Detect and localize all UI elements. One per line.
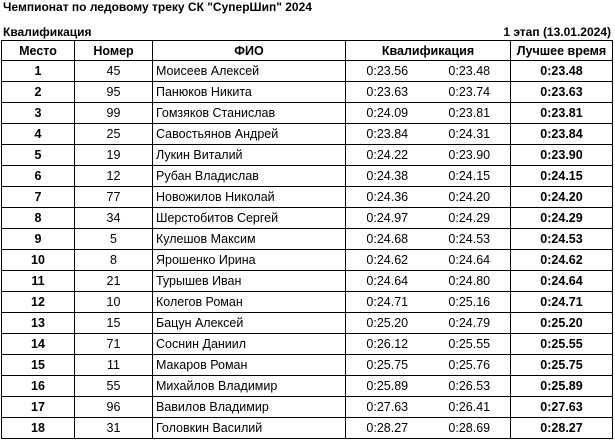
place-cell: 18 bbox=[2, 418, 75, 439]
qualification-time-2-cell: 0:23.81 bbox=[429, 103, 511, 124]
name-cell: Новожилов Николай bbox=[153, 187, 346, 208]
qualification-time-1-cell: 0:24.22 bbox=[346, 145, 429, 166]
name-cell: Кулешов Максим bbox=[153, 229, 346, 250]
qualification-time-1-cell: 0:24.68 bbox=[346, 229, 429, 250]
best-time-cell: 0:25.20 bbox=[511, 313, 613, 334]
best-time-cell: 0:24.71 bbox=[511, 292, 613, 313]
name-cell: Турышев Иван bbox=[153, 271, 346, 292]
page-title: Чемпионат по ледовому треку СК "СуперШип" 2024 bbox=[3, 0, 312, 14]
best-time-cell: 0:25.55 bbox=[511, 334, 613, 355]
qualification-time-2-cell: 0:25.55 bbox=[429, 334, 511, 355]
table-row bbox=[2, 376, 613, 397]
qualification-time-2-cell: 0:25.76 bbox=[429, 355, 511, 376]
best-time-cell: 0:28.27 bbox=[511, 418, 613, 439]
name-cell: Шерстобитов Сергей bbox=[153, 208, 346, 229]
table-row bbox=[2, 82, 613, 103]
number-cell: 15 bbox=[75, 313, 153, 334]
number-cell: 5 bbox=[75, 229, 153, 250]
table-row bbox=[2, 271, 613, 292]
place-cell: 8 bbox=[2, 208, 75, 229]
qualification-time-1-cell: 0:24.97 bbox=[346, 208, 429, 229]
table-row bbox=[2, 124, 613, 145]
best-time-cell: 0:23.81 bbox=[511, 103, 613, 124]
name-cell: Моисеев Алексей bbox=[153, 61, 346, 82]
name-cell: Вавилов Владимир bbox=[153, 397, 346, 418]
best-time-cell: 0:24.64 bbox=[511, 271, 613, 292]
qualification-time-2-cell: 0:24.80 bbox=[429, 271, 511, 292]
results-table bbox=[1, 40, 613, 439]
number-cell: 31 bbox=[75, 418, 153, 439]
qualification-time-1-cell: 0:25.20 bbox=[346, 313, 429, 334]
table-row bbox=[2, 334, 613, 355]
table-row bbox=[2, 145, 613, 166]
name-cell: Головкин Василий bbox=[153, 418, 346, 439]
qualification-time-1-cell: 0:24.71 bbox=[346, 292, 429, 313]
table-row bbox=[2, 61, 613, 82]
best-time-cell: 0:23.84 bbox=[511, 124, 613, 145]
name-cell: Савостьянов Андрей bbox=[153, 124, 346, 145]
name-cell: Михайлов Владимир bbox=[153, 376, 346, 397]
best-time-cell: 0:23.48 bbox=[511, 61, 613, 82]
qualification-time-2-cell: 0:24.15 bbox=[429, 166, 511, 187]
number-cell: 8 bbox=[75, 250, 153, 271]
number-cell: 96 bbox=[75, 397, 153, 418]
name-cell: Лукин Виталий bbox=[153, 145, 346, 166]
qualification-time-2-cell: 0:26.53 bbox=[429, 376, 511, 397]
best-time-cell: 0:25.89 bbox=[511, 376, 613, 397]
table-row bbox=[2, 397, 613, 418]
place-cell: 4 bbox=[2, 124, 75, 145]
place-cell: 12 bbox=[2, 292, 75, 313]
best-time-cell: 0:24.29 bbox=[511, 208, 613, 229]
qualification-time-2-cell: 0:26.41 bbox=[429, 397, 511, 418]
qualification-time-1-cell: 0:23.63 bbox=[346, 82, 429, 103]
qualification-time-1-cell: 0:25.89 bbox=[346, 376, 429, 397]
place-cell: 9 bbox=[2, 229, 75, 250]
place-cell: 11 bbox=[2, 271, 75, 292]
name-cell: Соснин Даниил bbox=[153, 334, 346, 355]
qualification-time-2-cell: 0:24.64 bbox=[429, 250, 511, 271]
number-cell: 19 bbox=[75, 145, 153, 166]
number-cell: 12 bbox=[75, 166, 153, 187]
header-qualification: Квалификация bbox=[346, 41, 511, 61]
qualification-time-2-cell: 0:24.79 bbox=[429, 313, 511, 334]
name-cell: Гомзяков Станислав bbox=[153, 103, 346, 124]
place-cell: 3 bbox=[2, 103, 75, 124]
best-time-cell: 0:24.53 bbox=[511, 229, 613, 250]
table-body bbox=[2, 61, 613, 439]
qualification-time-1-cell: 0:24.62 bbox=[346, 250, 429, 271]
qualification-time-1-cell: 0:24.38 bbox=[346, 166, 429, 187]
number-cell: 34 bbox=[75, 208, 153, 229]
number-cell: 11 bbox=[75, 355, 153, 376]
name-cell: Панюков Никита bbox=[153, 82, 346, 103]
best-time-cell: 0:23.90 bbox=[511, 145, 613, 166]
number-cell: 71 bbox=[75, 334, 153, 355]
section-title: Квалификация bbox=[3, 25, 92, 39]
table-row bbox=[2, 313, 613, 334]
place-cell: 5 bbox=[2, 145, 75, 166]
header-number: Номер bbox=[75, 41, 153, 61]
table-row bbox=[2, 103, 613, 124]
number-cell: 25 bbox=[75, 124, 153, 145]
place-cell: 13 bbox=[2, 313, 75, 334]
place-cell: 15 bbox=[2, 355, 75, 376]
number-cell: 10 bbox=[75, 292, 153, 313]
number-cell: 99 bbox=[75, 103, 153, 124]
qualification-time-1-cell: 0:23.84 bbox=[346, 124, 429, 145]
qualification-time-1-cell: 0:24.09 bbox=[346, 103, 429, 124]
table-row bbox=[2, 229, 613, 250]
number-cell: 95 bbox=[75, 82, 153, 103]
place-cell: 17 bbox=[2, 397, 75, 418]
qualification-time-2-cell: 0:24.29 bbox=[429, 208, 511, 229]
qualification-time-2-cell: 0:28.69 bbox=[429, 418, 511, 439]
header-best-time: Лучшее время bbox=[511, 41, 613, 61]
table-row bbox=[2, 355, 613, 376]
number-cell: 77 bbox=[75, 187, 153, 208]
best-time-cell: 0:25.75 bbox=[511, 355, 613, 376]
qualification-time-2-cell: 0:23.90 bbox=[429, 145, 511, 166]
table-row bbox=[2, 208, 613, 229]
table-row bbox=[2, 166, 613, 187]
table-row bbox=[2, 292, 613, 313]
place-cell: 2 bbox=[2, 82, 75, 103]
qualification-time-1-cell: 0:23.56 bbox=[346, 61, 429, 82]
stage-label: 1 этап (13.01.2024) bbox=[503, 25, 611, 39]
place-cell: 16 bbox=[2, 376, 75, 397]
best-time-cell: 0:24.62 bbox=[511, 250, 613, 271]
number-cell: 55 bbox=[75, 376, 153, 397]
qualification-time-2-cell: 0:23.74 bbox=[429, 82, 511, 103]
header-place: Место bbox=[2, 41, 75, 61]
place-cell: 1 bbox=[2, 61, 75, 82]
table-header-row bbox=[2, 41, 613, 61]
header-name: ФИО bbox=[153, 41, 346, 61]
number-cell: 45 bbox=[75, 61, 153, 82]
place-cell: 6 bbox=[2, 166, 75, 187]
qualification-time-2-cell: 0:24.53 bbox=[429, 229, 511, 250]
place-cell: 14 bbox=[2, 334, 75, 355]
qualification-time-2-cell: 0:24.20 bbox=[429, 187, 511, 208]
best-time-cell: 0:23.63 bbox=[511, 82, 613, 103]
name-cell: Ярошенко Ирина bbox=[153, 250, 346, 271]
name-cell: Рубан Владислав bbox=[153, 166, 346, 187]
place-cell: 10 bbox=[2, 250, 75, 271]
qualification-time-1-cell: 0:27.63 bbox=[346, 397, 429, 418]
name-cell: Колегов Роман bbox=[153, 292, 346, 313]
name-cell: Бацун Алексей bbox=[153, 313, 346, 334]
best-time-cell: 0:27.63 bbox=[511, 397, 613, 418]
qualification-time-1-cell: 0:26.12 bbox=[346, 334, 429, 355]
qualification-time-1-cell: 0:25.75 bbox=[346, 355, 429, 376]
table-row bbox=[2, 418, 613, 439]
table-row bbox=[2, 250, 613, 271]
qualification-time-2-cell: 0:24.31 bbox=[429, 124, 511, 145]
best-time-cell: 0:24.20 bbox=[511, 187, 613, 208]
qualification-time-1-cell: 0:24.36 bbox=[346, 187, 429, 208]
qualification-time-1-cell: 0:24.64 bbox=[346, 271, 429, 292]
place-cell: 7 bbox=[2, 187, 75, 208]
best-time-cell: 0:24.15 bbox=[511, 166, 613, 187]
number-cell: 21 bbox=[75, 271, 153, 292]
qualification-time-1-cell: 0:28.27 bbox=[346, 418, 429, 439]
table-row bbox=[2, 187, 613, 208]
qualification-time-2-cell: 0:25.16 bbox=[429, 292, 511, 313]
name-cell: Макаров Роман bbox=[153, 355, 346, 376]
qualification-time-2-cell: 0:23.48 bbox=[429, 61, 511, 82]
